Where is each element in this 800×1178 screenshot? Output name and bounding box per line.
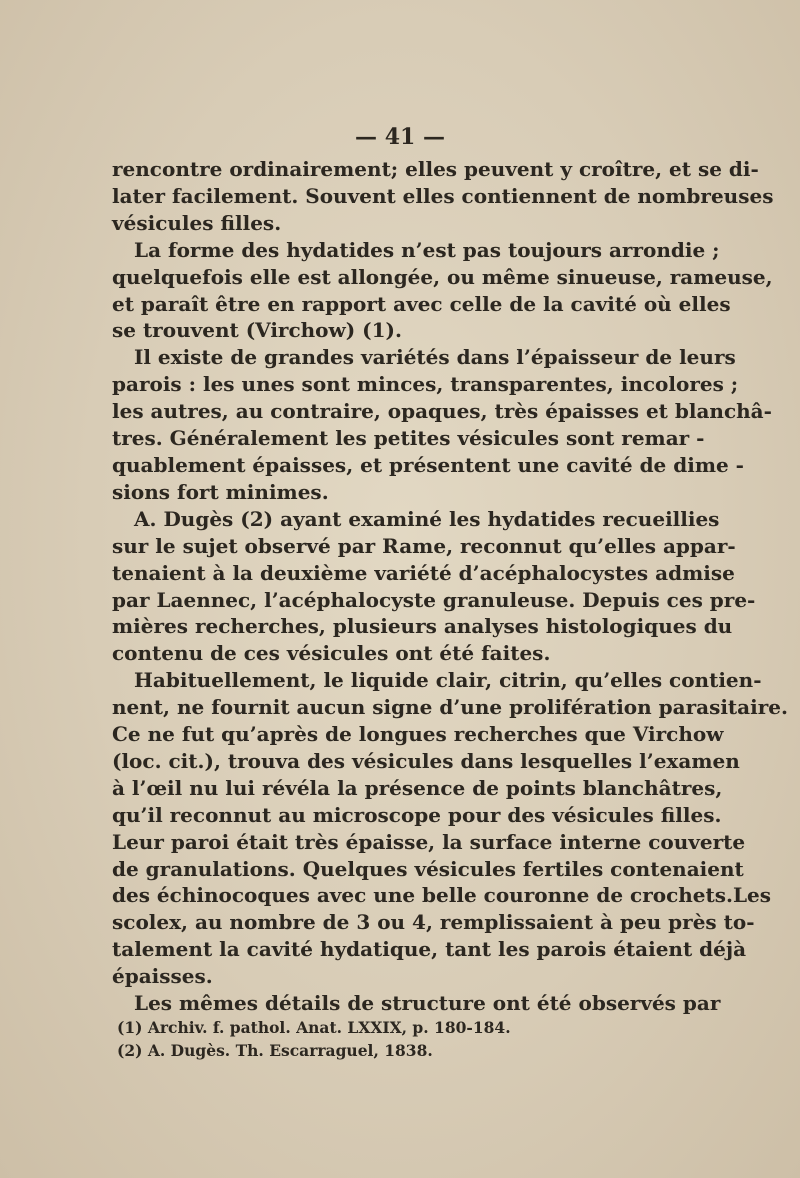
- text-line: Habituellement, le liquide clair, citrin, qu’elles contien-: [134, 668, 762, 693]
- text-line: à l’œil nu lui révéla la présence de points blanchâtres,: [112, 775, 723, 800]
- text-line: scolex, au nombre de 3 ou 4, remplissaient à peu près to-: [112, 910, 755, 935]
- footnote: (1) Archiv. f. pathol. Anat. LXXIX, p. 180-184.: [117, 1018, 511, 1037]
- text-line: mières recherches, plusieurs analyses histologiques du: [112, 614, 733, 639]
- footnotes: [117, 1016, 607, 1062]
- text-line: vésicules filles.: [112, 210, 282, 235]
- text-line: des échinocoques avec une belle couronne de crochets.Les: [112, 883, 772, 908]
- text-line: qu’il reconnut au microscope pour des vésicules filles.: [112, 802, 722, 827]
- text-line: later facilement. Souvent elles contiennent de nombreuses: [112, 183, 774, 208]
- text-line: talement la cavité hydatique, tant les parois étaient déjà: [112, 937, 747, 962]
- body-text: [112, 156, 788, 1017]
- text-line: se trouvent (Virchow) (1).: [112, 318, 402, 343]
- text-line: et paraît être en rapport avec celle de la cavité où elles: [112, 291, 731, 316]
- text-line: sur le sujet observé par Rame, reconnut qu’elles appar-: [112, 533, 736, 558]
- text-line: rencontre ordinairement; elles peuvent y croître, et se di-: [112, 157, 759, 181]
- text-line: quablement épaisses, et présentent une cavité de dime -: [112, 452, 744, 477]
- text-line: parois : les unes sont minces, transparentes, incolores ;: [112, 372, 739, 397]
- text-line: A. Dugès (2) ayant examiné les hydatides recueillies: [134, 506, 720, 531]
- text-line: contenu de ces vésicules ont été faites.: [112, 641, 551, 666]
- text-line: nent, ne fournit aucun signe d’une prolifération parasitaire.: [112, 695, 788, 720]
- text-line: tenaient à la deuxième variété d’acéphalocystes admise: [112, 560, 735, 585]
- text-line: Ce ne fut qu’après de longues recherches que Virchow: [112, 722, 724, 747]
- text-line: Leur paroi était très épaisse, la surface interne couverte: [112, 829, 746, 854]
- text-line: La forme des hydatides n’est pas toujours arrondie ;: [134, 237, 720, 262]
- footnote: (2) A. Dugès. Th. Escarraguel, 1838.: [117, 1041, 433, 1060]
- text-line: Les mêmes détails de structure ont été observés par: [134, 991, 721, 1016]
- text-line: sions fort minimes.: [112, 479, 329, 504]
- text-line: (loc. cit.), trouva des vésicules dans lesquelles l’examen: [112, 748, 740, 773]
- text-line: par Laennec, l’acéphalocyste granuleuse. Depuis ces pre-: [112, 587, 756, 612]
- text-line: de granulations. Quelques vésicules fertiles contenaient: [112, 856, 744, 881]
- text-line: quelquefois elle est allongée, ou même sinueuse, rameuse,: [112, 264, 773, 289]
- text-line: épaisses.: [112, 964, 213, 989]
- page-number: — 41 —: [355, 124, 445, 150]
- text-line: tres. Généralement les petites vésicules sont remar -: [112, 426, 705, 451]
- text-line: les autres, au contraire, opaques, très épaisses et blanchâ-: [112, 399, 772, 424]
- text-line: Il existe de grandes variétés dans l’épaisseur de leurs: [134, 345, 736, 370]
